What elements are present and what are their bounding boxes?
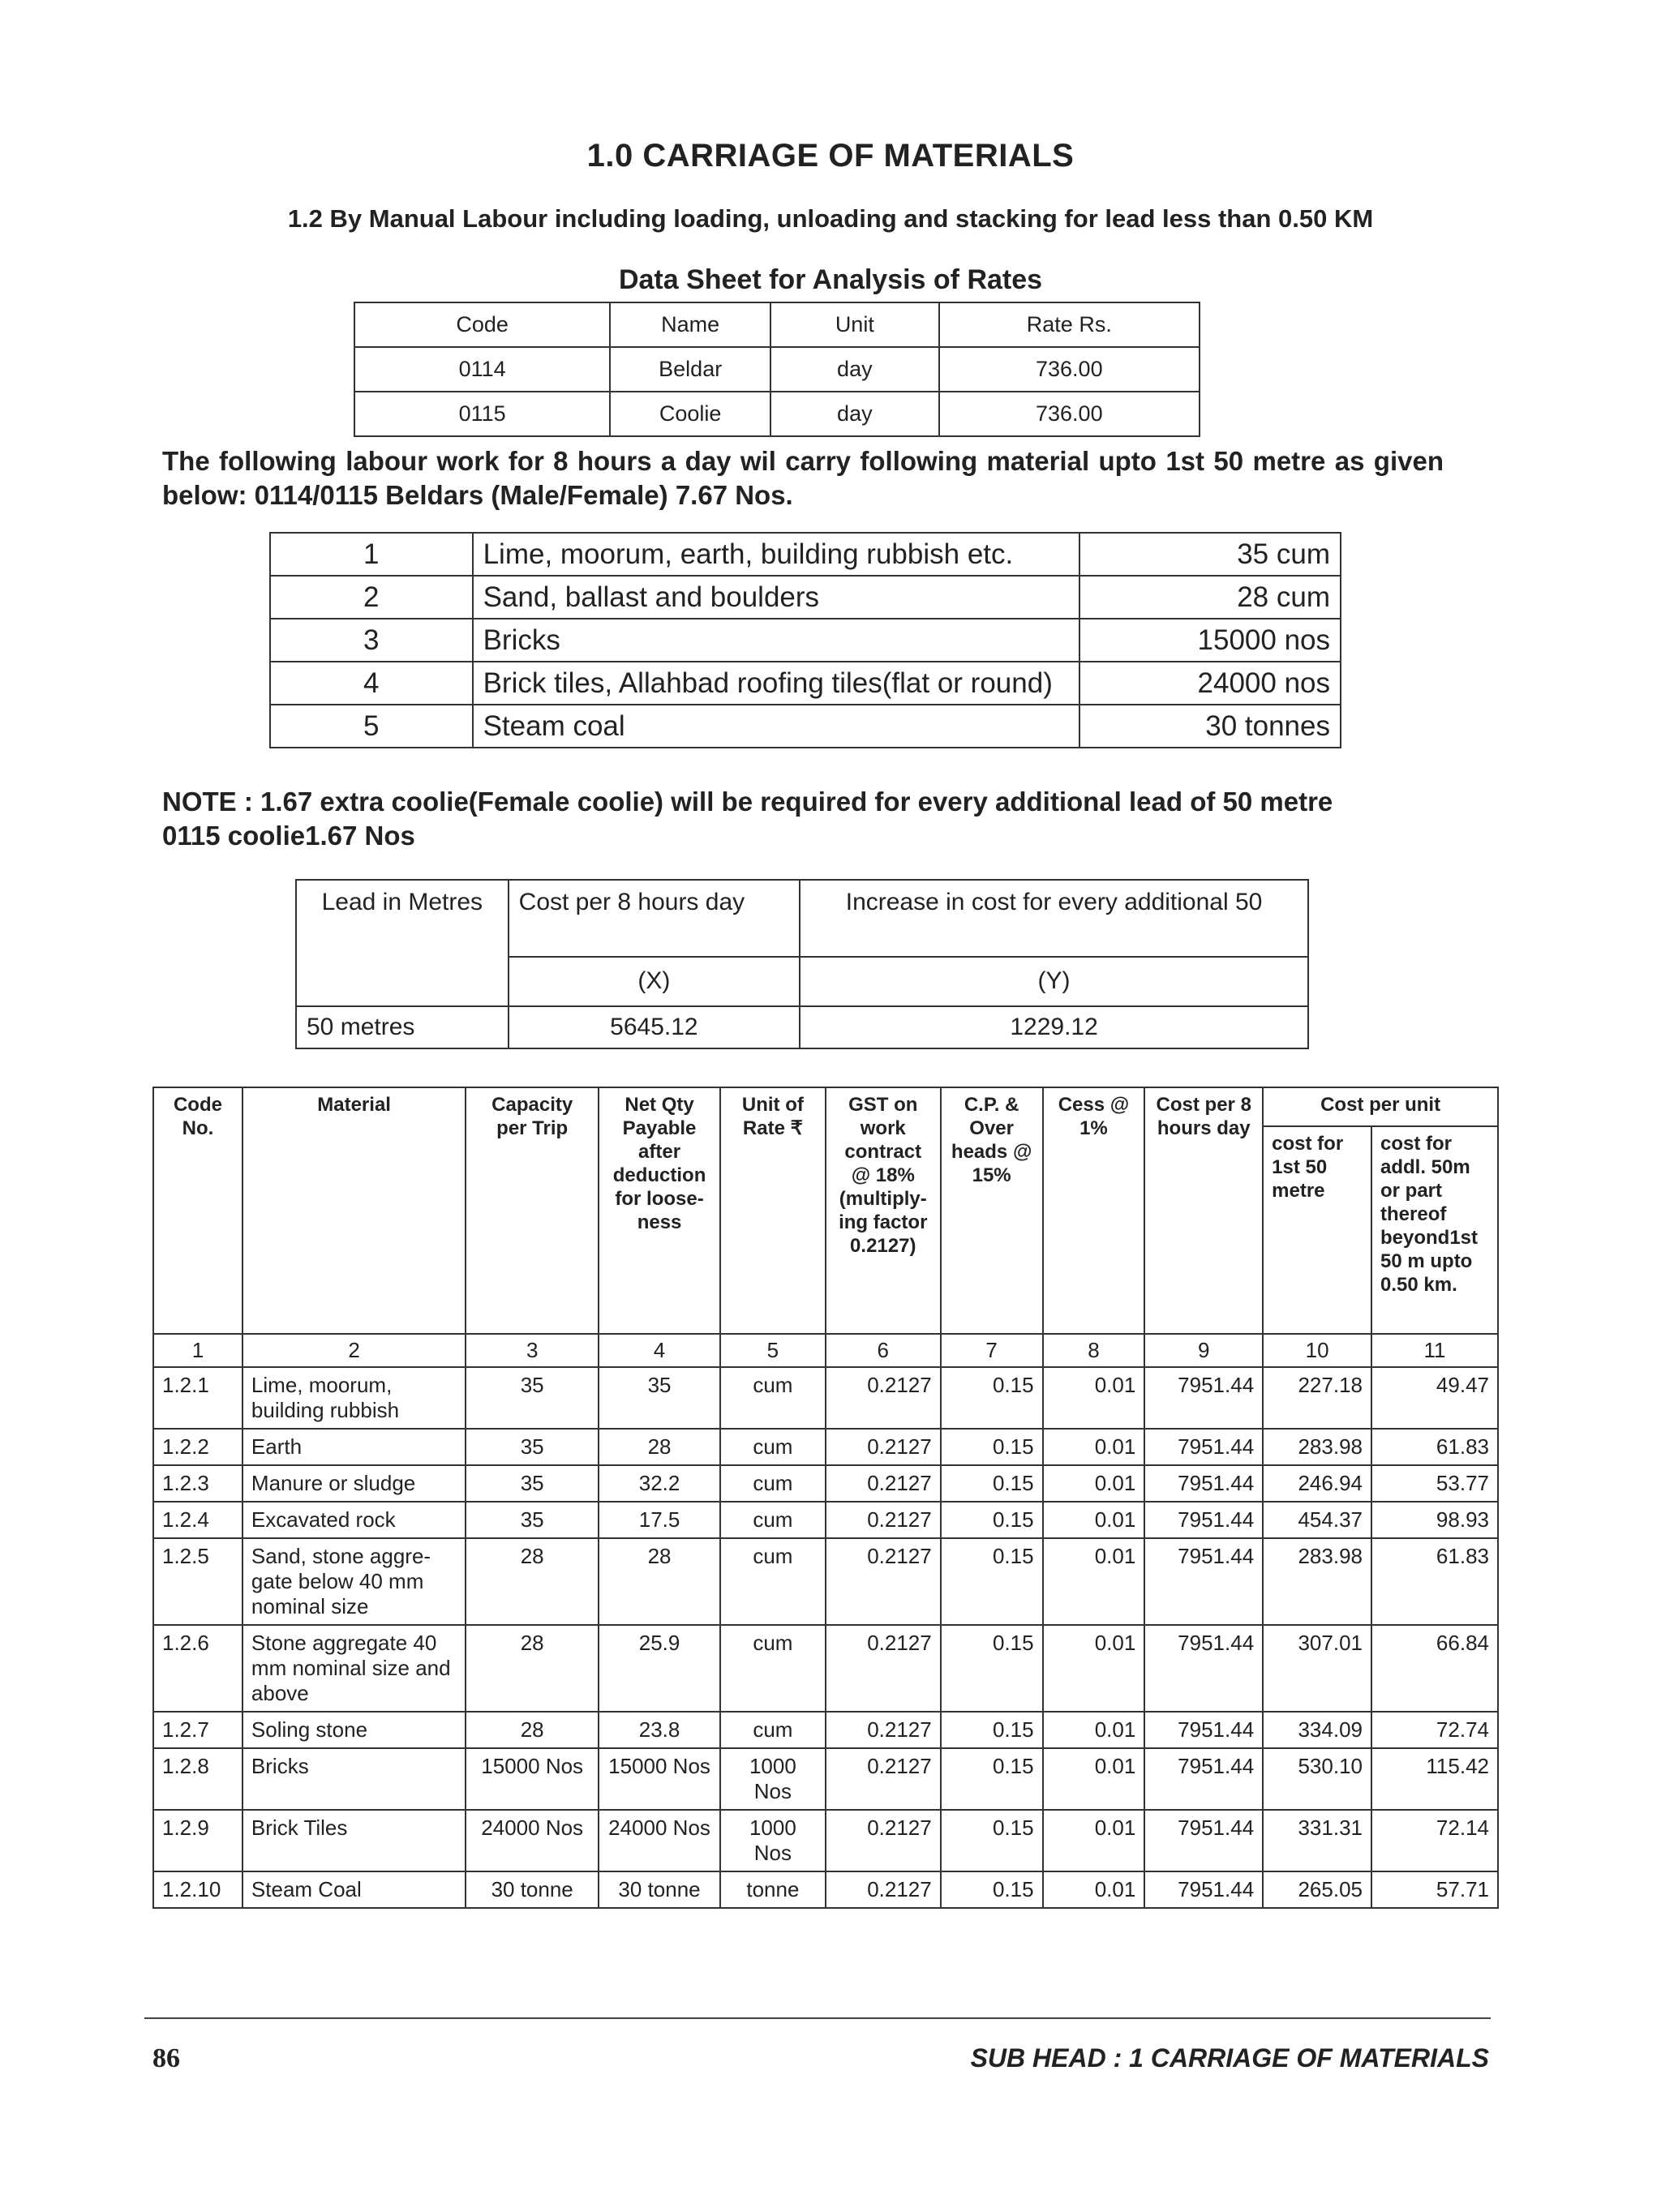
cell-unit: cum (720, 1367, 826, 1429)
cell-cost-day: 7951.44 (1144, 1502, 1263, 1538)
cell-unit: day (770, 347, 939, 392)
table-row (270, 619, 1341, 662)
cell-cess: 0.01 (1043, 1429, 1145, 1465)
column-number: 3 (466, 1334, 599, 1367)
cell-cost-first-50: 530.10 (1263, 1748, 1371, 1810)
cell-cp: 0.15 (941, 1538, 1043, 1625)
column-number: 5 (720, 1334, 826, 1367)
cell-net-qty: 28 (599, 1429, 720, 1465)
table-row (354, 392, 1200, 436)
table-row (270, 576, 1341, 619)
header-cost-per-unit: Cost per unit (1263, 1087, 1498, 1126)
cell-quantity: 30 tonnes (1079, 705, 1341, 748)
header-x: (X) (509, 957, 800, 1006)
table-header-row (354, 302, 1200, 347)
cell-net-qty: 17.5 (599, 1502, 720, 1538)
cell-unit: cum (720, 1429, 826, 1465)
cell-cost-first-50: 331.31 (1263, 1810, 1371, 1871)
cell-code: 1.2.2 (153, 1429, 242, 1465)
table-row (153, 1502, 1498, 1538)
cell-cess: 0.01 (1043, 1625, 1145, 1712)
header-net-qty: Net Qty Payable after deduction for loose-ness (599, 1087, 720, 1334)
column-number: 6 (826, 1334, 941, 1367)
cell-unit: cum (720, 1538, 826, 1625)
cell-cp: 0.15 (941, 1367, 1043, 1429)
column-number: 7 (941, 1334, 1043, 1367)
column-number-row (153, 1334, 1498, 1367)
header-code: Code (354, 302, 610, 347)
cell-material: Brick Tiles (242, 1810, 466, 1871)
cell-unit: cum (720, 1465, 826, 1502)
cell-cp: 0.15 (941, 1712, 1043, 1748)
column-number: 10 (1263, 1334, 1371, 1367)
cell-cost-day: 7951.44 (1144, 1748, 1263, 1810)
cell-cost-additional: 49.47 (1371, 1367, 1498, 1429)
cell-gst: 0.2127 (826, 1502, 941, 1538)
cell-unit: cum (720, 1712, 826, 1748)
cell-cp: 0.15 (941, 1871, 1043, 1908)
table-row (270, 662, 1341, 705)
cell-gst: 0.2127 (826, 1538, 941, 1625)
cell-quantity: 28 cum (1079, 576, 1341, 619)
cell-rate: 736.00 (939, 347, 1200, 392)
cell-material: Bricks (473, 619, 1080, 662)
header-cost-day: Cost per 8 hours day (509, 880, 800, 957)
cell-capacity: 15000 Nos (466, 1748, 599, 1810)
cell-capacity: 35 (466, 1429, 599, 1465)
cell-gst: 0.2127 (826, 1367, 941, 1429)
cell-capacity: 35 (466, 1465, 599, 1502)
cell-code: 1.2.1 (153, 1367, 242, 1429)
cell-unit: tonne (720, 1871, 826, 1908)
cell-gst: 0.2127 (826, 1465, 941, 1502)
header-rate: Rate Rs. (939, 302, 1200, 347)
column-number: 4 (599, 1334, 720, 1367)
cell-cost-day: 7951.44 (1144, 1712, 1263, 1748)
cell-cost-first-50: 227.18 (1263, 1367, 1371, 1429)
table-row (153, 1465, 1498, 1502)
header-material: Material (242, 1087, 466, 1334)
table-header-row (296, 880, 1308, 957)
cell-cost-first-50: 246.94 (1263, 1465, 1371, 1502)
cell-cess: 0.01 (1043, 1748, 1145, 1810)
cell-unit: 1000 Nos (720, 1810, 826, 1871)
table-row (153, 1429, 1498, 1465)
cell-cost-additional: 115.42 (1371, 1748, 1498, 1810)
cell-cost-additional: 66.84 (1371, 1625, 1498, 1712)
cell-serial: 2 (270, 576, 473, 619)
cell-quantity: 15000 nos (1079, 619, 1341, 662)
cell-unit: cum (720, 1502, 826, 1538)
cell-gst: 0.2127 (826, 1625, 941, 1712)
header-cost-additional: cost for addl. 50m or part thereof beyond1st 50 m upto 0.50 km. (1371, 1126, 1498, 1334)
cell-capacity: 24000 Nos (466, 1810, 599, 1871)
cell-cost-additional: 72.14 (1371, 1810, 1498, 1871)
cell-cost-day: 7951.44 (1144, 1429, 1263, 1465)
cell-cost-additional: 72.74 (1371, 1712, 1498, 1748)
table-row (153, 1810, 1498, 1871)
cell-cess: 0.01 (1043, 1502, 1145, 1538)
cell-net-qty: 32.2 (599, 1465, 720, 1502)
cell-name: Coolie (610, 392, 770, 436)
cell-capacity: 28 (466, 1538, 599, 1625)
cell-serial: 1 (270, 533, 473, 576)
cell-gst: 0.2127 (826, 1712, 941, 1748)
cell-material: Steam Coal (242, 1871, 466, 1908)
data-sheet-title: Data Sheet for Analysis of Rates (618, 264, 1043, 295)
capacity-table (269, 532, 1341, 748)
table-row (153, 1712, 1498, 1748)
cell-quantity: 24000 nos (1079, 662, 1341, 705)
section-subheading: 1.2 By Manual Labour including loading, unloading and stacking for lead less than 0.50 KM (287, 204, 1374, 233)
cell-cost-additional: 61.83 (1371, 1429, 1498, 1465)
cell-cost-day: 7951.44 (1144, 1465, 1263, 1502)
cell-unit: day (770, 392, 939, 436)
page-title: 1.0 CARRIAGE OF MATERIALS (586, 138, 1075, 174)
cell-serial: 3 (270, 619, 473, 662)
column-number: 1 (153, 1334, 242, 1367)
rates-table-body (153, 1367, 1498, 1908)
cell-code: 1.2.5 (153, 1538, 242, 1625)
cell-cost-day: 7951.44 (1144, 1367, 1263, 1429)
cell-net-qty: 28 (599, 1538, 720, 1625)
labour-paragraph: The following labour work for 8 hours a day wil carry following material upto 1st 50 metre as given below: 0114/0115 Beldars (Male/Female) 7.67 Nos. (162, 446, 1444, 510)
cell-code: 0114 (354, 347, 610, 392)
header-capacity: Capacity per Trip (466, 1087, 599, 1334)
cell-cost-day: 7951.44 (1144, 1871, 1263, 1908)
cell-cost-additional: 53.77 (1371, 1465, 1498, 1502)
cell-cost-first-50: 283.98 (1263, 1429, 1371, 1465)
header-cost-8-hours: Cost per 8 hours day (1144, 1087, 1263, 1334)
cell-capacity: 30 tonne (466, 1871, 599, 1908)
cell-net-qty: 23.8 (599, 1712, 720, 1748)
cell-material: Earth (242, 1429, 466, 1465)
column-number: 11 (1371, 1334, 1498, 1367)
table-row (270, 533, 1341, 576)
lead-table (295, 879, 1309, 1049)
table-row (153, 1748, 1498, 1810)
cell-unit: cum (720, 1625, 826, 1712)
page-number: 86 (152, 2043, 180, 2073)
cell-cess: 0.01 (1043, 1538, 1145, 1625)
header-increase: Increase in cost for every additional 50 (800, 880, 1308, 957)
cell-cost-y: 1229.12 (800, 1006, 1308, 1048)
header-cost-first-50: cost for 1st 50 metre (1263, 1126, 1371, 1334)
table-row (153, 1367, 1498, 1429)
cell-cost-first-50: 334.09 (1263, 1712, 1371, 1748)
header-gst: GST on work contract @ 18% (multiply-ing factor 0.2127) (826, 1087, 941, 1334)
table-row (153, 1538, 1498, 1625)
cell-quantity: 35 cum (1079, 533, 1341, 576)
table-row (296, 1006, 1308, 1048)
cell-gst: 0.2127 (826, 1871, 941, 1908)
cell-net-qty: 30 tonne (599, 1871, 720, 1908)
cell-cp: 0.15 (941, 1502, 1043, 1538)
table-row (270, 705, 1341, 748)
header-name: Name (610, 302, 770, 347)
cell-serial: 5 (270, 705, 473, 748)
header-y: (Y) (800, 957, 1308, 1006)
cell-material: Sand, stone aggre-gate below 40 mm nominal size (242, 1538, 466, 1625)
footer-divider (144, 2017, 1491, 2019)
cell-net-qty: 24000 Nos (599, 1810, 720, 1871)
cell-cost-first-50: 454.37 (1263, 1502, 1371, 1538)
header-cp-overheads: C.P. & Over heads @ 15% (941, 1087, 1043, 1334)
table-row (153, 1625, 1498, 1712)
table-row (153, 1871, 1498, 1908)
cell-cess: 0.01 (1043, 1712, 1145, 1748)
header-unit-rate: Unit of Rate ₹ (720, 1087, 826, 1334)
cell-cost-first-50: 307.01 (1263, 1625, 1371, 1712)
note-line-2: 0115 coolie1.67 Nos (162, 821, 415, 851)
table-header-row (153, 1087, 1498, 1126)
cell-net-qty: 35 (599, 1367, 720, 1429)
cell-code: 1.2.7 (153, 1712, 242, 1748)
rates-table (152, 1087, 1499, 1909)
cell-code: 1.2.6 (153, 1625, 242, 1712)
cell-cost-additional: 98.93 (1371, 1502, 1498, 1538)
cell-cp: 0.15 (941, 1625, 1043, 1712)
cell-cess: 0.01 (1043, 1810, 1145, 1871)
header-lead: Lead in Metres (296, 880, 509, 1006)
cell-capacity: 35 (466, 1367, 599, 1429)
cell-material: Excavated rock (242, 1502, 466, 1538)
cell-material: Stone aggregate 40 mm nominal size and above (242, 1625, 466, 1712)
header-code-no: Code No. (153, 1087, 242, 1334)
cell-cess: 0.01 (1043, 1367, 1145, 1429)
cell-gst: 0.2127 (826, 1429, 941, 1465)
cell-capacity: 28 (466, 1712, 599, 1748)
cell-cp: 0.15 (941, 1810, 1043, 1871)
cell-gst: 0.2127 (826, 1810, 941, 1871)
cell-lead: 50 metres (296, 1006, 509, 1048)
cell-rate: 736.00 (939, 392, 1200, 436)
cell-code: 1.2.8 (153, 1748, 242, 1810)
cell-cost-day: 7951.44 (1144, 1625, 1263, 1712)
cell-net-qty: 25.9 (599, 1625, 720, 1712)
cell-capacity: 35 (466, 1502, 599, 1538)
cell-name: Beldar (610, 347, 770, 392)
cell-serial: 4 (270, 662, 473, 705)
cell-cost-day: 7951.44 (1144, 1810, 1263, 1871)
cell-net-qty: 15000 Nos (599, 1748, 720, 1810)
cell-material: Bricks (242, 1748, 466, 1810)
cell-code: 1.2.3 (153, 1465, 242, 1502)
column-number: 8 (1043, 1334, 1145, 1367)
cell-gst: 0.2127 (826, 1748, 941, 1810)
cell-material: Lime, moorum, earth, building rubbish etc. (473, 533, 1080, 576)
cell-cp: 0.15 (941, 1429, 1043, 1465)
column-number: 9 (1144, 1334, 1263, 1367)
cell-cost-x: 5645.12 (509, 1006, 800, 1048)
cell-material: Steam coal (473, 705, 1080, 748)
footer-title: SUB HEAD : 1 CARRIAGE OF MATERIALS (970, 2043, 1489, 2073)
data-sheet-table (354, 302, 1200, 437)
cell-material: Manure or sludge (242, 1465, 466, 1502)
cell-cess: 0.01 (1043, 1465, 1145, 1502)
cell-cost-additional: 57.71 (1371, 1871, 1498, 1908)
cell-cp: 0.15 (941, 1748, 1043, 1810)
note-line-1: NOTE : 1.67 extra coolie(Female coolie) will be required for every additional lead of 50 metre (162, 787, 1333, 817)
cell-unit: 1000 Nos (720, 1748, 826, 1810)
cell-material: Sand, ballast and boulders (473, 576, 1080, 619)
cell-cost-day: 7951.44 (1144, 1538, 1263, 1625)
cell-code: 0115 (354, 392, 610, 436)
cell-code: 1.2.9 (153, 1810, 242, 1871)
header-cess: Cess @ 1% (1043, 1087, 1145, 1334)
header-unit: Unit (770, 302, 939, 347)
cell-cost-additional: 61.83 (1371, 1538, 1498, 1625)
cell-code: 1.2.4 (153, 1502, 242, 1538)
cell-cost-first-50: 283.98 (1263, 1538, 1371, 1625)
cell-material: Lime, moorum, building rubbish (242, 1367, 466, 1429)
cell-code: 1.2.10 (153, 1871, 242, 1908)
column-number: 2 (242, 1334, 466, 1367)
cell-material: Brick tiles, Allahbad roofing tiles(flat or round) (473, 662, 1080, 705)
cell-cp: 0.15 (941, 1465, 1043, 1502)
cell-cost-first-50: 265.05 (1263, 1871, 1371, 1908)
cell-cess: 0.01 (1043, 1871, 1145, 1908)
cell-material: Soling stone (242, 1712, 466, 1748)
table-row (354, 347, 1200, 392)
cell-capacity: 28 (466, 1625, 599, 1712)
